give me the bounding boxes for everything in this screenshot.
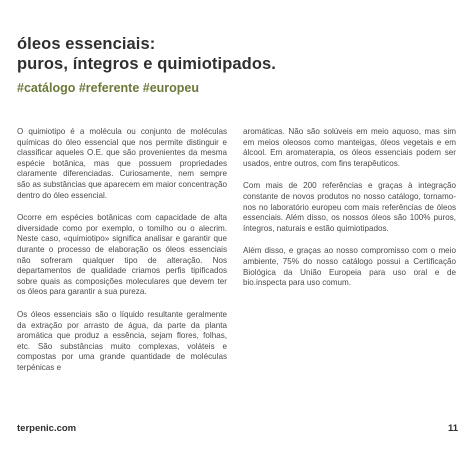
hashtags: #catálogo #referente #europeu	[17, 81, 200, 95]
left-column	[17, 127, 227, 385]
page-number: 11	[447, 423, 458, 434]
paragraph-aromaticas: aromáticas. Não são solúveis em meio aquoso, mas sim em meios oleosos como manteigas, óleos vegetais e em álcool. Em aromaterapia, os óleos essenciais podem ser usados, entre outros, com fins terapêuticos.	[243, 127, 456, 168]
right-column	[243, 127, 456, 301]
paragraph-meio-ambiente: Além disso, e graças ao nosso compromisso com o meio ambiente, 75% do nosso catálogo possui a Certificação Biológica da União Europeia para uso oral e de bio.inspecta para uso comum.	[243, 246, 456, 288]
footer-website: terpenic.com	[17, 423, 77, 434]
page-title-line-1: óleos essenciais:	[17, 35, 156, 53]
paragraph-especies: Ocorre em espécies botânicas com capacidade de alta diversidade como por exemplo, o tomilho ou o alecrim. Neste caso, «quimiotipo» significa analisar e garantir que durante o processo de elaboração os óleos essenciais não sofreram qualquer tipo de alteração. Nos departamentos de qualidade criamos perfis tipificados sobre quais as composições moleculares que devem ter os óleos para garantir a sua pureza.	[17, 213, 227, 297]
page-title-line-2: puros, íntegros e quimiotipados.	[17, 55, 276, 73]
paragraph-referencias: Com mais de 200 referências e graças à integração constante de novos produtos no nosso catálogo, tornamo-nos no laboratório europeu com mais referências de óleos essenciais. Além disso, os nossos óleos são 100% puros, íntegros, naturais e estão quimiotipados.	[243, 181, 456, 233]
paragraph-quimiotipo: O quimiotipo é a molécula ou conjunto de moléculas químicas do óleo essencial que nos permite distinguir e classificar aqueles O.E. que são provenientes da mesma espécie botânica, mas que possuem propriedades claramente diferenciadas. Curiosamente, nem sempre são as substâncias que aparecem em maior concentração dentro do óleo essencial.	[17, 127, 227, 200]
page-title	[17, 34, 457, 74]
paragraph-oleos-essenciais: Os óleos essenciais são o líquido resultante geralmente da extração por arrasto de água, da parte da planta aromática que produz a essência, sejam flores, folhas, etc. São substâncias muito complexas, voláteis e compostas por uma grande quantidade de moléculas terpénicas e	[17, 309, 227, 372]
